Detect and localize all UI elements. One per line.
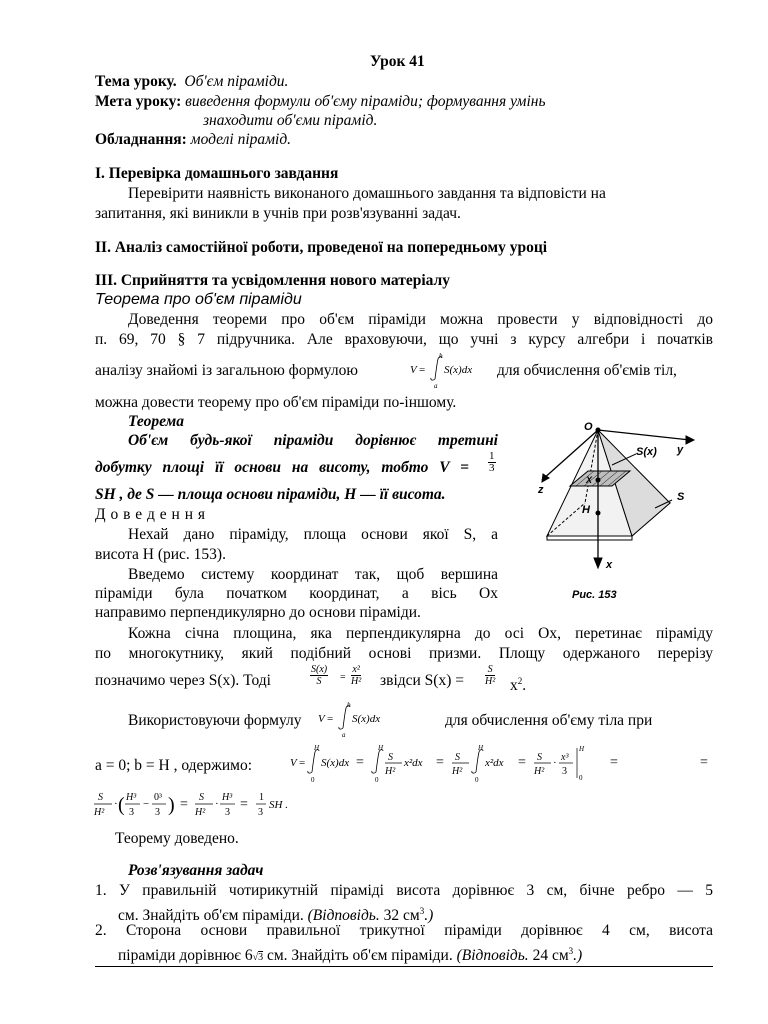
theorem-subtitle: Теорема про об'єм піраміди [95,291,302,308]
svg-text:0: 0 [375,776,379,784]
goal-value: виведення формули об'єму піраміди; формування умінь [185,93,546,110]
svg-text:H³: H³ [222,792,233,803]
theorem-line-1: Об'єм будь-якої піраміди дорівнює третині [128,432,498,449]
equipment-value: моделі пірамід. [190,131,292,148]
proof-line-5: направимо перпендикулярно до основи піраміди. [95,604,421,621]
svg-text:SH: SH [269,799,283,811]
svg-text:H²: H² [195,807,206,818]
proof-line-7: по многокутнику, який подібний основі призми. Площу одержаного перерізу [95,645,713,662]
svg-text:1: 1 [259,792,264,803]
svg-text:=: = [327,713,334,725]
paragraph-1-line-3a: аналізу знайомі із загальною формулою [95,362,358,379]
label-z: z [538,484,544,496]
svg-text:=: = [610,755,618,770]
proof-line-10: a = 0; b = H , одержимо: [95,757,253,774]
svg-text:H²: H² [385,766,396,777]
svg-text:H²: H² [534,766,545,777]
svg-text:.: . [285,799,288,811]
paragraph-1-line-4: можна довести теорему про об'єм піраміди по-іншому. [95,394,457,411]
theorem-line-2: добутку площі її основи на висоту, тобто V = [95,459,469,476]
svg-text:x²dx: x²dx [404,757,423,769]
svg-text:=: = [240,797,248,812]
paragraph-1-line-3b: для обчислення об'ємів тіл, [497,362,677,379]
section-2-title: II. Аналіз самостійної роботи, проведеної на попередньому уроці [95,239,548,256]
svg-text:−: − [143,798,150,810]
integral-computation-chain [290,742,720,786]
svg-text:·: · [114,798,118,810]
section-3-title: III. Сприйняття та усвідомлення нового матеріалу [95,272,451,289]
proof-line-8c: $x^2$. [510,676,527,695]
proof-line-8b: звідси S(x) = [380,672,464,689]
svg-text:3: 3 [562,766,567,777]
task-2-line-1: 2. Сторона основи правильної трикутної піраміди дорівнює 4 см, висота [95,922,713,939]
svg-text:3: 3 [225,807,230,818]
svg-text:(: ( [118,794,125,816]
proof-complete: Теорему доведено. [115,830,239,847]
proof-line-6: Кожна січна площина, яка перпендикулярна до осі Ox, перетинає піраміду [128,625,713,642]
theorem-label: Теорема [128,413,184,430]
svg-text:·: · [553,757,557,769]
svg-text:S(x)dx: S(x)dx [444,364,473,376]
pyramid-figure [540,418,720,608]
svg-text:S: S [388,752,393,763]
svg-text:S: S [98,792,103,803]
label-y: y [677,444,684,456]
svg-text:0: 0 [311,776,315,784]
svg-text:H: H [579,745,585,753]
svg-text:3: 3 [155,807,160,818]
proof-line-9b: для обчислення об'єму тіла при [445,712,653,729]
goal-label: Мета уроку: [95,93,182,110]
label-o: O [584,421,593,433]
topic-label: Тема уроку. [95,73,177,90]
proof-line-8a: позначимо через S(x). Тоді [95,672,271,689]
proof-line-9a: Використовуючи формулу [128,712,302,729]
label-h: H [582,504,590,516]
svg-text:x²dx: x²dx [485,757,504,769]
proof-line-4: піраміди була початком координат, а вісь Ox [95,585,498,602]
bottom-divider [95,966,713,967]
proof-line-3: Введемо систему координат так, щоб вершина [128,566,498,583]
svg-text:0³: 0³ [154,792,162,803]
label-x: x [606,559,613,571]
topic-line [95,73,288,91]
svg-text:=: = [700,755,708,770]
svg-text:=: = [518,755,526,770]
svg-text:=: = [419,364,426,376]
label-sx: S(x) [636,446,657,458]
svg-text:V: V [318,713,325,725]
s-over-h2-fraction: $\frac{S}{\text{H²}}$ [485,664,496,687]
svg-text:S: S [199,792,204,803]
svg-text:H³: H³ [126,792,137,803]
ratio-fraction-sx: $\frac{S(x)}{S}$ [311,664,328,687]
svg-text:H²: H² [94,807,105,818]
paragraph-1-line-1: Доведення теореми про об'єм піраміди можна провести у відповідності до [128,311,713,328]
label-s: S [677,491,685,503]
proof-label: Д о в е д е н н я [95,506,206,523]
topic-value: Об'єм піраміди. [184,73,289,90]
integral-result-chain [92,784,322,824]
svg-text:H²: H² [452,766,463,777]
task-2-line-2: піраміди дорівнює 6√3 см. Знайдіть об'єм піраміди. (Відповідь. 24 $см^3$.) [118,946,583,965]
svg-text:H: H [378,744,384,752]
proof-line-1: Нехай дано піраміду, площа основи якої S, а [128,526,498,543]
goal-line [95,93,546,111]
svg-text:x³: x³ [561,752,569,763]
svg-text:3: 3 [129,807,134,818]
task-1-line-1: 1. У правильній чотирикутній піраміді висота дорівнює 3 см, бічне ребро — 5 [95,882,713,899]
lesson-number: Урок 41 [370,53,425,70]
task-1-line-2: см. Знайдіть об'єм піраміди. (Відповідь. 32 $см^3$.) [118,906,434,925]
svg-text:H: H [478,744,484,752]
svg-text:0: 0 [475,776,479,784]
svg-text:3: 3 [258,807,263,818]
svg-text:=: = [180,797,188,812]
svg-text:S: S [537,752,542,763]
paragraph-1-line-2: п. 69, 70 § 7 підручника. Але враховуючи, що учні з курсу алгебри і початків [95,331,713,348]
volume-integral-formula-2 [316,700,436,740]
svg-text:V: V [410,364,417,376]
svg-text:=: = [299,757,306,769]
volume-integral-formula [408,351,498,391]
section-1-text: Перевірити наявність виконаного домашнього завдання та відповісти на [128,185,606,202]
proof-line-2: висота H (рис. 153). [95,546,226,563]
svg-text:=: = [356,755,364,770]
one-third-fraction: $\frac{1}{3}$ [489,450,495,474]
figure-caption: Рис. 153 [572,589,617,601]
label-x-point: X [586,475,593,485]
section-1-title: І. Перевірка домашнього завдання [95,165,339,182]
svg-text:S: S [455,752,460,763]
equipment-line [95,131,291,149]
tasks-title: Розв'язування задач [128,862,264,879]
svg-text:=: = [436,755,444,770]
svg-text:a: a [434,382,438,390]
svg-text:·: · [215,798,219,810]
svg-text:a: a [342,731,346,739]
svg-text:S(x)dx: S(x)dx [352,713,381,725]
svg-text:b: b [439,352,443,360]
equipment-label: Обладнання: [95,131,187,148]
svg-text:b: b [347,701,351,709]
goal-line-2: знаходити об'єми пірамід. [203,112,378,129]
ratio-fraction-x2: $\frac{\text{x²}}{\text{H²}}$ [351,664,362,687]
section-1-text-2: запитання, які виникли в учнів при розв'язуванні задач. [95,205,461,222]
svg-text:V: V [290,757,297,769]
svg-text:S(x)dx: S(x)dx [321,757,350,769]
svg-text:H: H [314,744,320,752]
svg-text:0: 0 [579,774,583,782]
svg-text:): ) [168,794,175,816]
theorem-line-3: SH , де S — площа основи піраміди, H — її висота. [95,486,446,503]
